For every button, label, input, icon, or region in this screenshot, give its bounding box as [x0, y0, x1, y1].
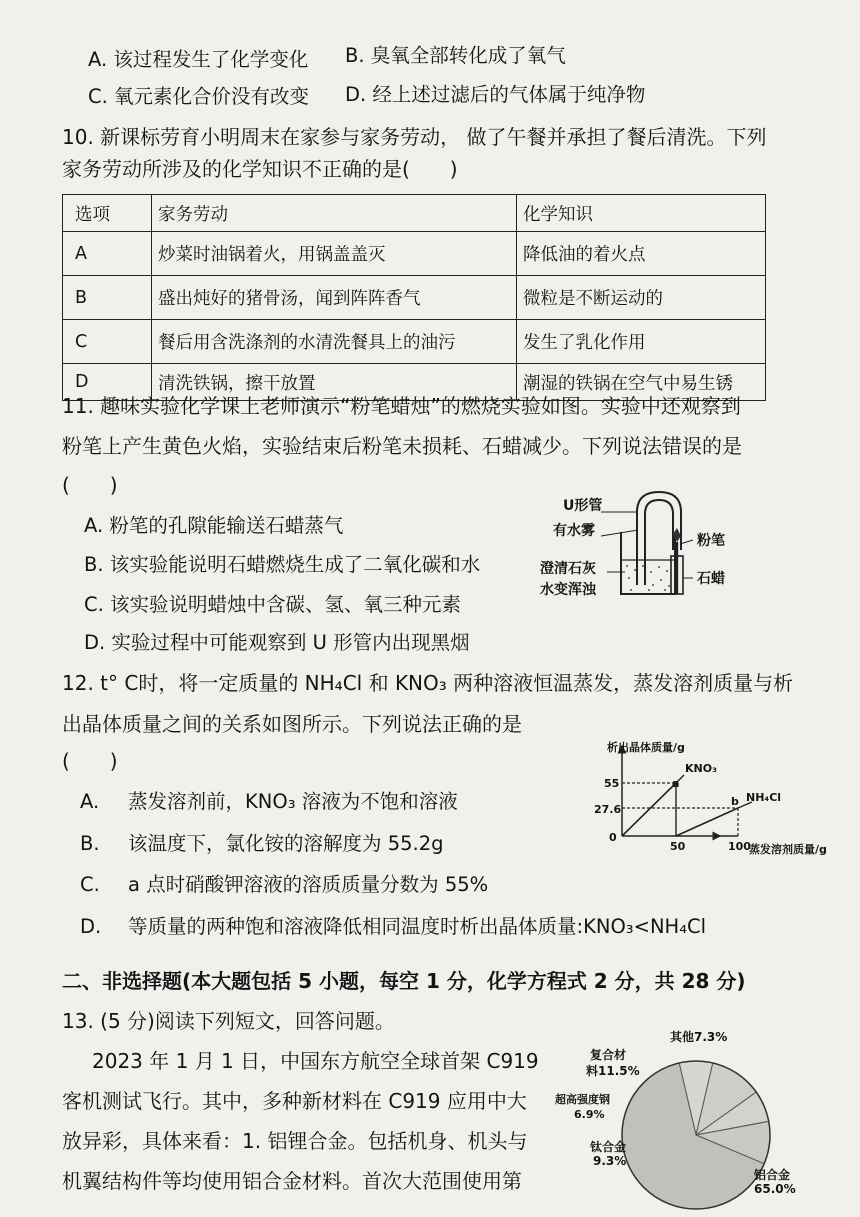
graph-point-b: b [731, 795, 739, 808]
table-row [63, 320, 766, 364]
q11-option-b: B. 该实验能说明石蜡燃烧生成了二氧化碳和水 [84, 553, 481, 576]
q9-option-a: A. 该过程发生了化学变化 [88, 48, 309, 71]
q12-stem-line1: 12. t° C时，将一定质量的 NH₄Cl 和 KNO₃ 两种溶液恒温蒸发，蒸发溶剂质量与析 [62, 671, 794, 695]
q12-option-d-label: D. [80, 915, 102, 938]
table-header: 化学知识 [517, 195, 766, 232]
pie-label-aluminum-1: 铝合金 [754, 1168, 791, 1182]
table-row [63, 232, 766, 276]
q13-paragraph-line4: 机翼结构件等均使用铝合金材料。首次大范围使用第 [62, 1169, 522, 1193]
q12-stem-line2: 出晶体质量之间的关系如图所示。下列说法正确的是 [62, 712, 522, 736]
table-cell: C [63, 320, 152, 364]
q10-stem-line1: 10. 新课标劳育小明周末在家参与家务劳动， 做了午餐并承担了餐后清洗。下列 [62, 125, 767, 149]
fig-label-limewater2: 水变浑浊 [540, 582, 596, 598]
q13-paragraph-line2: 客机测试飞行。其中，多种新材料在 C919 应用中大 [62, 1089, 527, 1113]
graph-tick-50: 50 [670, 840, 686, 853]
fig-label-limewater1: 澄清石灰 [540, 561, 596, 577]
table-cell: 盛出炖好的猪骨汤，闻到阵阵香气 [152, 276, 517, 320]
q11-option-a: A. 粉笔的孔隙能输送石蜡蒸气 [84, 514, 344, 537]
q12-option-d: 等质量的两种饱和溶液降低相同温度时析出晶体质量:KNO₃<NH₄Cl [128, 915, 707, 938]
pie-label-steel-2: 6.9% [574, 1108, 605, 1121]
table-header: 家务劳动 [152, 195, 517, 232]
q10-table [62, 194, 766, 401]
q11-stem-line1: 11. 趣味实验化学课上老师演示“粉笔蜡烛”的燃烧实验如图。实验中还观察到 [62, 394, 741, 418]
graph-series-nh4cl: NH₄Cl [746, 791, 782, 804]
q11-stem-line3: ( ) [62, 473, 118, 497]
table-cell: 炒菜时油锅着火，用锅盖盖灭 [152, 232, 517, 276]
q11-option-d: D. 实验过程中可能观察到 U 形管内出现黑烟 [84, 631, 470, 654]
pie-label-composite-2: 料11.5% [586, 1064, 640, 1078]
q12-option-b: 该温度下，氯化铵的溶解度为 55.2g [128, 832, 444, 855]
q12-option-a: 蒸发溶剂前，KNO₃ 溶液为不饱和溶液 [128, 790, 458, 813]
q12-stem-line3: ( ) [62, 749, 118, 773]
q12-option-c-label: C. [80, 873, 100, 896]
q11-option-c: C. 该实验说明蜡烛中含碳、氢、氧三种元素 [84, 593, 462, 616]
table-cell: 清洗铁锅，擦干放置 [152, 364, 517, 401]
graph-series-kno3: KNO₃ [685, 762, 717, 775]
q13-heading: 13. (5 分)阅读下列短文，回答问题。 [62, 1009, 395, 1033]
q11-stem-line2: 粉笔上产生黄色火焰，实验结束后粉笔未损耗、石蜡减少。下列说法错误的是 [62, 434, 742, 458]
pie-label-composite-1: 复合材 [590, 1048, 627, 1062]
fig-label-utube: U形管 [563, 498, 603, 514]
graph-xlabel: 蒸发溶剂质量/g [749, 843, 827, 856]
table-cell: A [63, 232, 152, 276]
table-header: 选项 [63, 195, 152, 232]
q9-option-c: C. 氧元素化合价没有改变 [88, 85, 310, 108]
graph-ylabel: 析出晶体质量/g [607, 741, 685, 754]
graph-tick-276: 27.6 [594, 803, 622, 816]
pie-label-titanium-1: 钛合金 [590, 1140, 627, 1154]
pie-slices [622, 1061, 770, 1209]
fig-label-wax: 石蜡 [697, 571, 725, 587]
pie-label-other: 其他7.3% [670, 1030, 728, 1044]
q13-paragraph-line1: 2023 年 1 月 1 日，中国东方航空全球首架 C919 [92, 1049, 539, 1073]
q10-stem-line2: 家务劳动所涉及的化学知识不正确的是( ) [62, 157, 458, 181]
q12-option-c: a 点时硝酸钾溶液的溶质质量分数为 55% [128, 873, 489, 896]
q9-option-d: D. 经上述过滤后的气体属于纯净物 [345, 83, 646, 106]
table-cell: 潮湿的铁锅在空气中易生锈 [517, 364, 766, 401]
q12-option-a-label: A. [80, 790, 100, 813]
table-cell: 微粒是不断运动的 [517, 276, 766, 320]
graph-point-a: a [672, 777, 680, 790]
table-cell: D [63, 364, 152, 401]
q13-paragraph-line3: 放异彩，具体来看：1. 铝锂合金。包括机身、机头与 [62, 1129, 528, 1153]
table-cell: 发生了乳化作用 [517, 320, 766, 364]
section2-heading: 二、非选择题(本大题包括 5 小题，每空 1 分，化学方程式 2 分，共 28 分) [62, 969, 746, 993]
fig-label-chalk: 粉笔 [697, 533, 725, 549]
table-cell: 餐后用含洗涤剂的水清洗餐具上的油污 [152, 320, 517, 364]
materials-pie-chart [616, 1055, 776, 1215]
table-cell: B [63, 276, 152, 320]
pie-label-titanium-2: 9.3% [593, 1154, 627, 1168]
graph-tick-100: 100 [728, 840, 751, 853]
q9-option-b: B. 臭氧全部转化成了氧气 [345, 44, 566, 67]
graph-tick-55: 55 [604, 777, 620, 790]
pie-label-aluminum-2: 65.0% [754, 1182, 796, 1196]
table-row [63, 276, 766, 320]
pie-label-steel-1: 超高强度钢 [555, 1093, 610, 1106]
table-cell: 降低油的着火点 [517, 232, 766, 276]
fig-label-mist: 有水雾 [553, 523, 595, 539]
q12-option-b-label: B. [80, 832, 100, 855]
table-header-row [63, 195, 766, 232]
graph-origin: 0 [609, 831, 617, 844]
